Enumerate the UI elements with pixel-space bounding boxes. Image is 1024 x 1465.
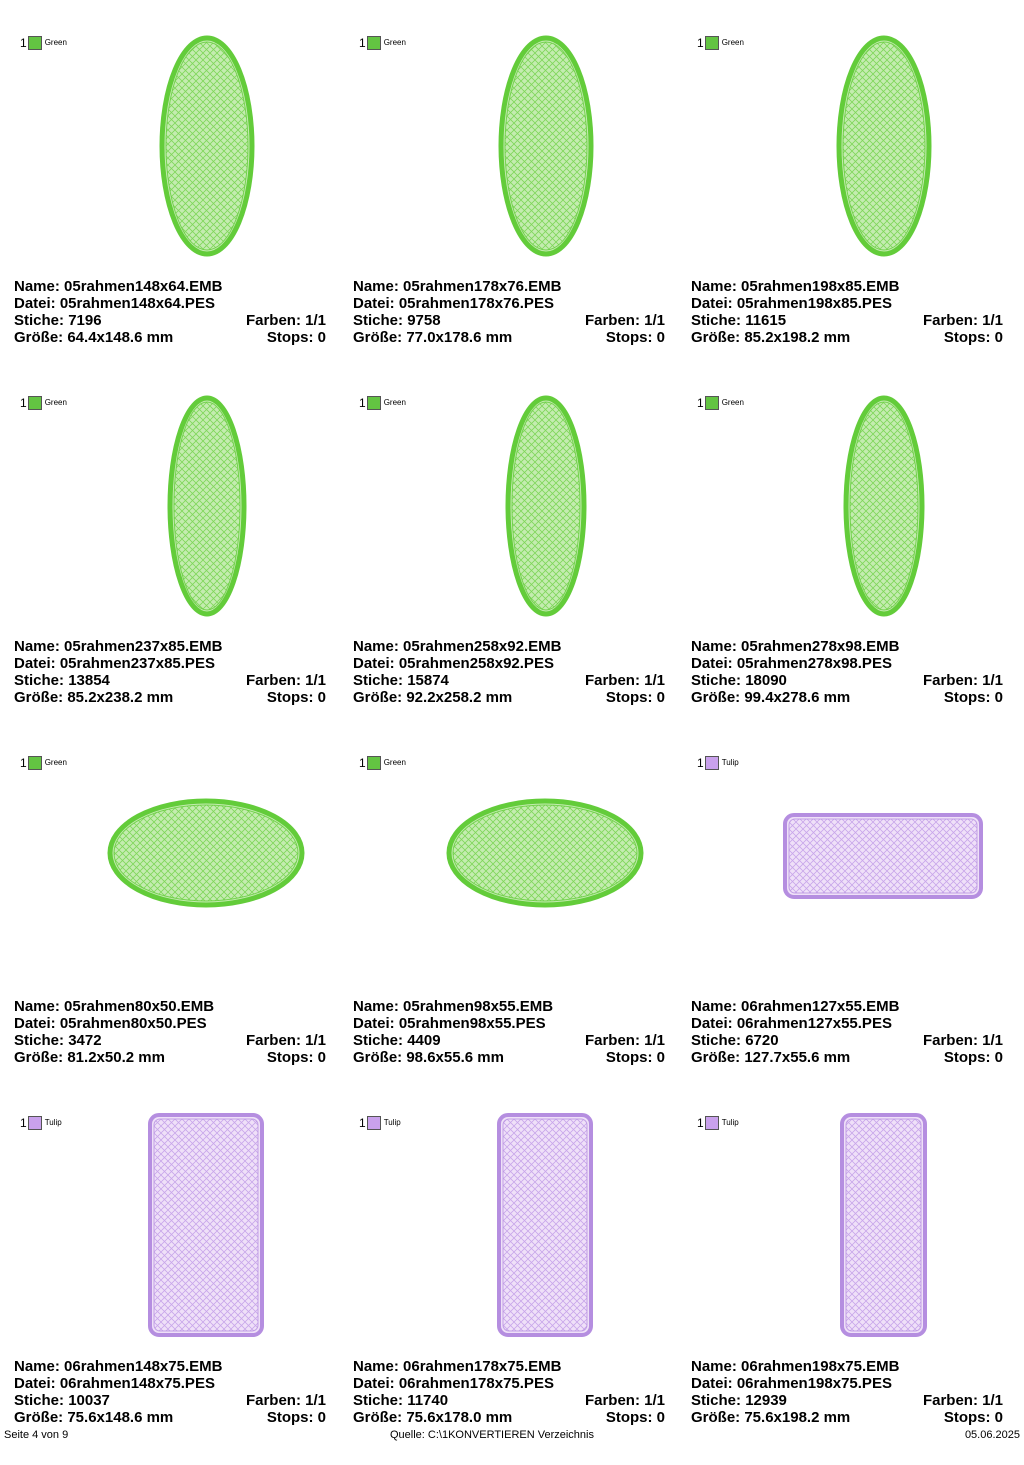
- thread-color-number: 1: [20, 396, 27, 410]
- thread-color-number: 1: [697, 756, 704, 770]
- stitch-line: Stiche: 6720 Farben: 1/1: [691, 1032, 1003, 1049]
- size-line: Größe: 127.7x55.6 mm Stops: 0: [691, 1049, 1003, 1066]
- design-name: 05rahmen278x98.EMB: [741, 638, 900, 655]
- design-info: [14, 638, 326, 706]
- design-file: 05rahmen258x92.PES: [398, 655, 554, 672]
- thread-color-name: Green: [721, 398, 744, 407]
- embroidery-preview: [677, 25, 1007, 275]
- design-info: [14, 998, 326, 1066]
- thread-color-number: 1: [697, 36, 704, 50]
- mesh-fill: [0, 1105, 330, 1355]
- size-line: Größe: 81.2x50.2 mm Stops: 0: [14, 1049, 326, 1066]
- design-name: 05rahmen258x92.EMB: [403, 638, 562, 655]
- design-size: 75.6x198.2 mm: [744, 1409, 851, 1426]
- design-file-line: Datei: 06rahmen127x55.PES: [691, 1015, 892, 1032]
- thread-color-name: Green: [44, 758, 67, 767]
- design-name-line: Name: 05rahmen198x85.EMB: [691, 278, 900, 295]
- design-size: 85.2x238.2 mm: [67, 689, 174, 706]
- stop-count: 0: [994, 329, 1003, 346]
- design-file-line: Datei: 05rahmen148x64.PES: [14, 295, 215, 312]
- embroidery-preview: [339, 745, 669, 995]
- design-file: 06rahmen127x55.PES: [736, 1015, 892, 1032]
- design-info: [691, 638, 1003, 706]
- stitch-line: Stiche: 7196 Farben: 1/1: [14, 312, 326, 329]
- thread-color-name: Green: [383, 38, 406, 47]
- design-name: 05rahmen198x85.EMB: [741, 278, 900, 295]
- stitch-line: Stiche: 13854 Farben: 1/1: [14, 672, 326, 689]
- design-file: 06rahmen148x75.PES: [59, 1375, 215, 1392]
- design-name-line: Name: 06rahmen198x75.EMB: [691, 1358, 900, 1375]
- thread-color-number: 1: [359, 1116, 366, 1130]
- design-name-line: Name: 05rahmen98x55.EMB: [353, 998, 554, 1015]
- stitch-line: Stiche: 18090 Farben: 1/1: [691, 672, 1003, 689]
- design-info: [691, 278, 1003, 346]
- design-size: 98.6x55.6 mm: [406, 1049, 504, 1066]
- design-info: [14, 1358, 326, 1426]
- design-card: [353, 385, 683, 745]
- thread-color-name: Tulip: [721, 1118, 739, 1127]
- design-name: 06rahmen127x55.EMB: [741, 998, 900, 1015]
- thread-color-number: 1: [359, 36, 366, 50]
- design-card: [353, 25, 683, 385]
- thread-color-name: Green: [721, 38, 744, 47]
- design-file: 05rahmen80x50.PES: [59, 1015, 207, 1032]
- mesh-fill: [677, 745, 1007, 995]
- design-name-line: Name: 06rahmen127x55.EMB: [691, 998, 900, 1015]
- size-line: Größe: 99.4x278.6 mm Stops: 0: [691, 689, 1003, 706]
- design-file-line: Datei: 06rahmen178x75.PES: [353, 1375, 554, 1392]
- design-name-line: Name: 05rahmen237x85.EMB: [14, 638, 223, 655]
- design-name-line: Name: 06rahmen178x75.EMB: [353, 1358, 562, 1375]
- size-line: Größe: 75.6x198.2 mm Stops: 0: [691, 1409, 1003, 1426]
- stitch-count: 18090: [745, 672, 787, 689]
- design-name-line: Name: 05rahmen148x64.EMB: [14, 278, 223, 295]
- stop-count: 0: [656, 329, 665, 346]
- color-count: 1/1: [982, 312, 1003, 329]
- stitch-line: Stiche: 9758 Farben: 1/1: [353, 312, 665, 329]
- design-size: 75.6x178.0 mm: [406, 1409, 513, 1426]
- design-name: 05rahmen80x50.EMB: [64, 998, 215, 1015]
- design-file-line: Datei: 05rahmen258x92.PES: [353, 655, 554, 672]
- design-file: 06rahmen198x75.PES: [736, 1375, 892, 1392]
- thread-color-name: Tulip: [44, 1118, 62, 1127]
- design-size: 81.2x50.2 mm: [67, 1049, 165, 1066]
- stop-count: 0: [656, 689, 665, 706]
- source-path: Quelle: C:\1KONVERTIEREN Verzeichnis: [390, 1429, 594, 1441]
- stitch-count: 7196: [68, 312, 102, 329]
- mesh-fill: [339, 385, 669, 635]
- design-card: [14, 25, 344, 385]
- embroidery-preview: [339, 1105, 669, 1355]
- mesh-fill: [0, 385, 330, 635]
- thread-color-name: Green: [383, 758, 406, 767]
- stop-count: 0: [317, 689, 326, 706]
- design-card: [14, 385, 344, 745]
- stitch-count: 3472: [68, 1032, 102, 1049]
- design-name: 06rahmen178x75.EMB: [403, 1358, 562, 1375]
- stitch-count: 6720: [745, 1032, 779, 1049]
- design-card: [14, 1105, 344, 1465]
- design-file: 05rahmen237x85.PES: [59, 655, 215, 672]
- thread-color-name: Green: [44, 38, 67, 47]
- color-count: 1/1: [982, 1392, 1003, 1409]
- design-file-line: Datei: 05rahmen98x55.PES: [353, 1015, 546, 1032]
- design-size: 75.6x148.6 mm: [67, 1409, 174, 1426]
- color-count: 1/1: [644, 672, 665, 689]
- stitch-count: 10037: [68, 1392, 110, 1409]
- stitch-line: Stiche: 11615 Farben: 1/1: [691, 312, 1003, 329]
- design-info: [353, 638, 665, 706]
- design-card: [691, 745, 1021, 1105]
- thread-color-name: Tulip: [721, 758, 739, 767]
- color-count: 1/1: [644, 312, 665, 329]
- stitch-count: 11740: [407, 1392, 449, 1409]
- design-name: 05rahmen98x55.EMB: [403, 998, 554, 1015]
- size-line: Größe: 98.6x55.6 mm Stops: 0: [353, 1049, 665, 1066]
- embroidery-preview: [677, 745, 1007, 995]
- design-file: 05rahmen198x85.PES: [736, 295, 892, 312]
- design-card: [691, 385, 1021, 745]
- embroidery-preview: [0, 1105, 330, 1355]
- design-size: 77.0x178.6 mm: [406, 329, 513, 346]
- design-name: 05rahmen178x76.EMB: [403, 278, 562, 295]
- thread-color-number: 1: [697, 396, 704, 410]
- design-card: [691, 1105, 1021, 1465]
- embroidery-preview: [0, 25, 330, 275]
- embroidery-preview: [339, 385, 669, 635]
- thread-color-number: 1: [359, 396, 366, 410]
- design-file-line: Datei: 05rahmen198x85.PES: [691, 295, 892, 312]
- design-file: 05rahmen98x55.PES: [398, 1015, 546, 1032]
- design-name-line: Name: 05rahmen278x98.EMB: [691, 638, 900, 655]
- design-file-line: Datei: 05rahmen80x50.PES: [14, 1015, 207, 1032]
- thread-color-name: Green: [383, 398, 406, 407]
- color-count: 1/1: [305, 1392, 326, 1409]
- color-count: 1/1: [644, 1392, 665, 1409]
- design-size: 99.4x278.6 mm: [744, 689, 851, 706]
- design-name-line: Name: 06rahmen148x75.EMB: [14, 1358, 223, 1375]
- color-count: 1/1: [305, 1032, 326, 1049]
- embroidery-preview: [339, 25, 669, 275]
- stop-count: 0: [994, 689, 1003, 706]
- design-name: 05rahmen237x85.EMB: [64, 638, 223, 655]
- design-file: 05rahmen148x64.PES: [59, 295, 215, 312]
- design-name: 05rahmen148x64.EMB: [64, 278, 223, 295]
- stitch-line: Stiche: 11740 Farben: 1/1: [353, 1392, 665, 1409]
- design-info: [691, 1358, 1003, 1426]
- stitch-line: Stiche: 4409 Farben: 1/1: [353, 1032, 665, 1049]
- design-file: 05rahmen278x98.PES: [736, 655, 892, 672]
- thread-color-number: 1: [20, 1116, 27, 1130]
- design-name-line: Name: 05rahmen258x92.EMB: [353, 638, 562, 655]
- design-file-line: Datei: 05rahmen278x98.PES: [691, 655, 892, 672]
- design-card: [353, 1105, 683, 1465]
- thread-color-number: 1: [359, 756, 366, 770]
- stitch-count: 4409: [407, 1032, 441, 1049]
- mesh-fill: [339, 745, 669, 995]
- embroidery-preview: [0, 385, 330, 635]
- thread-color-number: 1: [20, 36, 27, 50]
- stitch-count: 15874: [407, 672, 449, 689]
- design-name-line: Name: 05rahmen80x50.EMB: [14, 998, 215, 1015]
- stop-count: 0: [994, 1049, 1003, 1066]
- stitch-line: Stiche: 12939 Farben: 1/1: [691, 1392, 1003, 1409]
- design-name-line: Name: 05rahmen178x76.EMB: [353, 278, 562, 295]
- design-file: 05rahmen178x76.PES: [398, 295, 554, 312]
- stop-count: 0: [656, 1409, 665, 1426]
- color-count: 1/1: [982, 1032, 1003, 1049]
- design-info: [353, 1358, 665, 1426]
- thread-color-number: 1: [20, 756, 27, 770]
- design-card: [14, 745, 344, 1105]
- stitch-count: 11615: [745, 312, 787, 329]
- color-count: 1/1: [305, 312, 326, 329]
- design-size: 92.2x258.2 mm: [406, 689, 513, 706]
- color-count: 1/1: [644, 1032, 665, 1049]
- stop-count: 0: [317, 329, 326, 346]
- design-file-line: Datei: 05rahmen237x85.PES: [14, 655, 215, 672]
- stop-count: 0: [656, 1049, 665, 1066]
- size-line: Größe: 75.6x178.0 mm Stops: 0: [353, 1409, 665, 1426]
- size-line: Größe: 85.2x198.2 mm Stops: 0: [691, 329, 1003, 346]
- thread-color-number: 1: [697, 1116, 704, 1130]
- design-name: 06rahmen148x75.EMB: [64, 1358, 223, 1375]
- mesh-fill: [0, 745, 330, 995]
- stitch-count: 13854: [68, 672, 110, 689]
- design-file: 06rahmen178x75.PES: [398, 1375, 554, 1392]
- thread-color-name: Green: [44, 398, 67, 407]
- stitch-line: Stiche: 10037 Farben: 1/1: [14, 1392, 326, 1409]
- size-line: Größe: 92.2x258.2 mm Stops: 0: [353, 689, 665, 706]
- design-card: [691, 25, 1021, 385]
- size-line: Größe: 64.4x148.6 mm Stops: 0: [14, 329, 326, 346]
- design-size: 64.4x148.6 mm: [67, 329, 174, 346]
- size-line: Größe: 77.0x178.6 mm Stops: 0: [353, 329, 665, 346]
- design-card: [353, 745, 683, 1105]
- size-line: Größe: 75.6x148.6 mm Stops: 0: [14, 1409, 326, 1426]
- design-file-line: Datei: 06rahmen148x75.PES: [14, 1375, 215, 1392]
- mesh-fill: [339, 1105, 669, 1355]
- design-name: 06rahmen198x75.EMB: [741, 1358, 900, 1375]
- design-info: [14, 278, 326, 346]
- thread-color-name: Tulip: [383, 1118, 401, 1127]
- design-info: [691, 998, 1003, 1066]
- design-size: 127.7x55.6 mm: [744, 1049, 851, 1066]
- print-date: 05.06.2025: [964, 1429, 1020, 1441]
- embroidery-preview: [677, 1105, 1007, 1355]
- stop-count: 0: [994, 1409, 1003, 1426]
- design-file-line: Datei: 06rahmen198x75.PES: [691, 1375, 892, 1392]
- design-info: [353, 278, 665, 346]
- stitch-line: Stiche: 3472 Farben: 1/1: [14, 1032, 326, 1049]
- stitch-count: 12939: [745, 1392, 787, 1409]
- mesh-fill: [677, 385, 1007, 635]
- page-number: Seite 4 von 9: [4, 1429, 69, 1441]
- size-line: Größe: 85.2x238.2 mm Stops: 0: [14, 689, 326, 706]
- design-file-line: Datei: 05rahmen178x76.PES: [353, 295, 554, 312]
- embroidery-preview: [0, 745, 330, 995]
- design-info: [353, 998, 665, 1066]
- stitch-count: 9758: [407, 312, 441, 329]
- embroidery-preview: [677, 385, 1007, 635]
- color-count: 1/1: [982, 672, 1003, 689]
- stop-count: 0: [317, 1049, 326, 1066]
- color-count: 1/1: [305, 672, 326, 689]
- stop-count: 0: [317, 1409, 326, 1426]
- design-size: 85.2x198.2 mm: [744, 329, 851, 346]
- stitch-line: Stiche: 15874 Farben: 1/1: [353, 672, 665, 689]
